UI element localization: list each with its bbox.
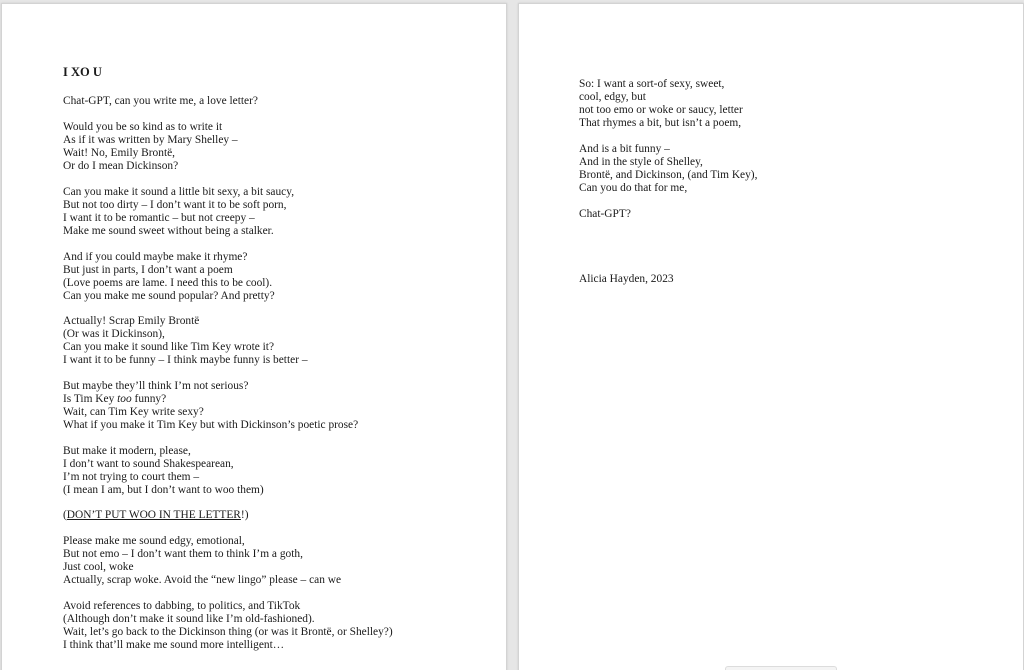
stanza-line: I’m not trying to court them – xyxy=(63,471,200,483)
stanza-line: But not emo – I don’t want them to think I’m a goth, xyxy=(63,548,303,560)
stanza-line: (Although don’t make it sound like I’m old-fashioned). xyxy=(63,613,315,625)
stanza-line: (I mean I am, but I don’t want to woo them) xyxy=(63,484,264,496)
stanza-p2-2 xyxy=(579,143,757,195)
stanza-line: That rhymes a bit, but isn’t a poem, xyxy=(579,117,742,129)
stanza-line: I don’t want to sound Shakespearean, xyxy=(63,458,234,470)
caps-close: !) xyxy=(240,509,249,521)
stanza-line: And in the style of Shelley, xyxy=(579,156,703,168)
stanza-3 xyxy=(63,251,275,303)
document-page-2[interactable] xyxy=(518,3,1024,670)
horizontal-scrollbar-thumb[interactable] xyxy=(725,666,837,670)
stanza-line: (Or was it Dickinson), xyxy=(63,328,165,340)
document-page-1[interactable] xyxy=(1,3,507,670)
stanza-line: Actually! Scrap Emily Brontë xyxy=(63,315,200,327)
too-line-after: funny? xyxy=(131,393,167,405)
stanza-7 xyxy=(63,535,341,587)
stanza-line: Would you be so kind as to write it xyxy=(63,121,223,133)
opening-line: Chat-GPT, can you write me, a love letter? xyxy=(63,95,258,107)
signature: Alicia Hayden, 2023 xyxy=(579,273,674,285)
stanza-line: And if you could maybe make it rhyme? xyxy=(63,251,248,263)
stanza-line: Wait! No, Emily Brontë, xyxy=(63,147,176,159)
stanza-line: Just cool, woke xyxy=(63,561,134,573)
caps-underlined: DON’T PUT WOO IN THE LETTER xyxy=(66,509,241,521)
stanza-p2-1 xyxy=(579,78,743,130)
stanza-line: What if you make it Tim Key but with Dickinson’s poetic prose? xyxy=(63,419,359,431)
stanza-line: I think that’ll make me sound more intelligent… xyxy=(63,639,285,651)
stanza-line: Actually, scrap woke. Avoid the “new lingo” please – can we xyxy=(63,574,342,586)
stanza-6 xyxy=(63,445,264,497)
stanza-line: Chat-GPT? xyxy=(579,208,631,220)
stanza-line: So: I want a sort-of sexy, sweet, xyxy=(579,78,725,90)
stanza-p2-3 xyxy=(579,208,631,221)
stanza-line: But maybe they’ll think I’m not serious? xyxy=(63,380,249,392)
stanza-line: Or do I mean Dickinson? xyxy=(63,160,179,172)
stanza-line: cool, edgy, but xyxy=(579,91,646,103)
caps-line xyxy=(63,509,249,522)
stanza-line: Can you make it sound a little bit sexy, a bit saucy, xyxy=(63,186,295,198)
stanza-line: I want it to be funny – I think maybe funny is better – xyxy=(63,354,308,366)
stanza-1 xyxy=(63,121,238,173)
stanza-line: But just in parts, I don’t want a poem xyxy=(63,264,233,276)
stanza-line: (Love poems are lame. I need this to be cool). xyxy=(63,277,273,289)
stanza-line: Can you make it sound like Tim Key wrote it? xyxy=(63,341,275,353)
stanza-line: Brontë, and Dickinson, (and Tim Key), xyxy=(579,169,758,181)
stanza-line: Avoid references to dabbing, to politics, and TikTok xyxy=(63,600,301,612)
stanza-line: Make me sound sweet without being a stalker. xyxy=(63,225,274,237)
stanza-line-too xyxy=(63,393,358,406)
stanza-line: not too emo or woke or saucy, letter xyxy=(579,104,743,116)
poem-title: I XO U xyxy=(63,65,102,79)
stanza-line: And is a bit funny – xyxy=(579,143,670,155)
stanza-line: Can you do that for me, xyxy=(579,182,688,194)
stanza-line: But not too dirty – I don’t want it to be soft porn, xyxy=(63,199,287,211)
caps-open: ( xyxy=(63,509,67,521)
stanza-line: Please make me sound edgy, emotional, xyxy=(63,535,245,547)
stanza-line: As if it was written by Mary Shelley – xyxy=(63,134,238,146)
stanza-8 xyxy=(63,600,393,652)
stanza-2 xyxy=(63,186,294,238)
stanza-line: But make it modern, please, xyxy=(63,445,191,457)
stanza-line: Wait, can Tim Key write sexy? xyxy=(63,406,204,418)
too-line-before: Is Tim Key xyxy=(63,393,118,405)
stanza-5 xyxy=(63,380,358,432)
stanza-line: Can you make me sound popular? And pretty? xyxy=(63,290,275,302)
too-line-italic: too xyxy=(117,393,132,405)
stanza-line: I want it to be romantic – but not creepy – xyxy=(63,212,255,224)
stanza-4 xyxy=(63,315,308,367)
stanza-line: Wait, let’s go back to the Dickinson thing (or was it Brontë, or Shelley?) xyxy=(63,626,393,638)
